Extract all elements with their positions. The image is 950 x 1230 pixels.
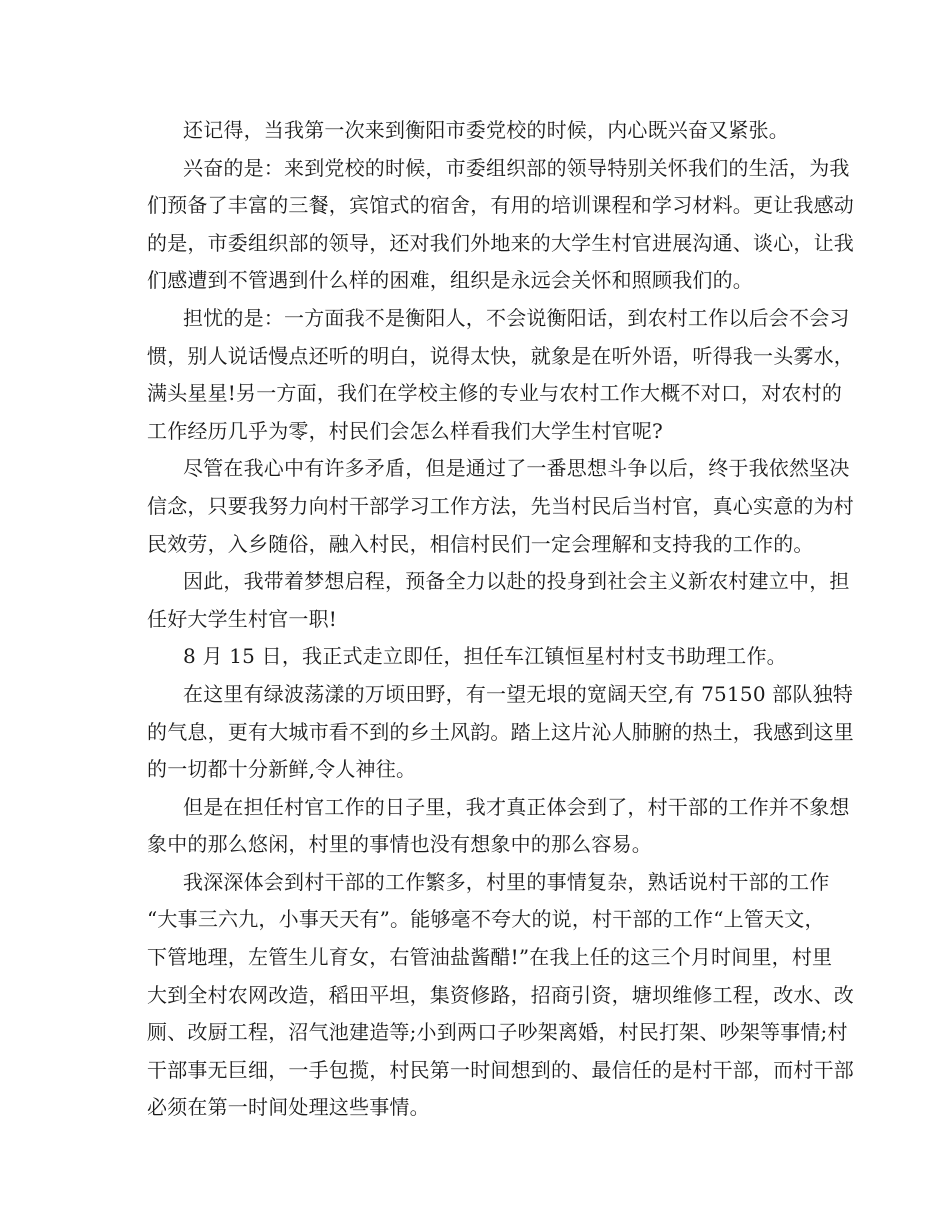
text-line: 但是在担任村官工作的日子里，我才真正体会到了，村干部的工作并不象想 — [183, 794, 850, 819]
text-line: 民效劳，入乡随俗，融入村民，相信村民们一定会理解和支持我的工作的。 — [147, 531, 814, 556]
text-line: 厕、改厨工程，沼气池建造等;小到两口子吵架离婚，村民打架、吵架等事情;村 — [147, 1020, 848, 1045]
text-line: 们感遭到不管遇到什么样的困难，组织是永远会关怀和照顾我们的。 — [147, 268, 753, 293]
text-line: 还记得，当我第一次来到衡阳市委党校的时候，内心既兴奋又紧张。 — [183, 118, 789, 142]
text-line: 们预备了丰富的三餐，宾馆式的宿舍，有用的培训课程和学习材料。更让我感动 — [147, 193, 854, 218]
paragraph — [147, 450, 854, 563]
text-line: 的气息，更有大城市看不到的乡土风韵。踏上这片沁人肺腑的热土，我感到这里 — [147, 719, 854, 744]
text-line: 惯，别人说话慢点还听的明白，说得太快，就象是在听外语，听得我一头雾水， — [147, 343, 854, 368]
paragraph — [147, 563, 850, 638]
text-line: 的一切都十分新鲜,令人神往。 — [147, 757, 417, 782]
text-line: 大到全村农网改造，稻田平坦，集资修路，招商引资，塘坝维修工程，改水、改 — [147, 982, 854, 1007]
paragraph — [147, 789, 850, 864]
paragraph — [147, 112, 803, 150]
text-line: 工作经历几乎为零，村民们会怎么样看我们大学生村官呢? — [147, 418, 663, 443]
text-line: 担忧的是：一方面我不是衡阳人，不会说衡阳话，到农村工作以后会不会习 — [183, 305, 850, 330]
paragraph — [147, 676, 854, 789]
text-line: 象中的那么悠闲，村里的事情也没有想象中的那么容易。 — [147, 832, 652, 857]
text-line: 兴奋的是：来到党校的时候，市委组织部的领导特别关怀我们的生活，为我 — [183, 155, 850, 180]
text-line: 因此，我带着梦想启程，预备全力以赴的投身到社会主义新农村建立中，担 — [183, 569, 850, 594]
text-line: 在这里有绿波荡漾的万顷田野，有一望无垠的宽阔天空,有 75150 部队独特 — [183, 681, 854, 706]
text-line: 的是，市委组织部的领导，还对我们外地来的大学生村官进展沟通、谈心，让我 — [147, 230, 854, 255]
text-line: 尽管在我心中有许多矛盾，但是通过了一番思想斗争以后，终于我依然坚决 — [183, 456, 850, 481]
text-line: 我深深体会到村干部的工作繁多，村里的事情复杂，熟话说村干部的工作 — [183, 869, 830, 894]
text-line: 下管地理，左管生儿育女，右管油盐酱醋!”在我上任的这三个月时间里，村里 — [147, 945, 833, 970]
text-line: 必须在第一时间处理这些事情。 — [147, 1095, 430, 1120]
text-line: 8 月 15 日，我正式走立即任，担任车江镇恒星村村支书助理工作。 — [183, 644, 787, 669]
paragraph — [147, 300, 854, 450]
text-line: 信念，只要我努力向村干部学习工作方法，先当村民后当村官，真心实意的为村 — [147, 493, 854, 518]
paragraph — [147, 150, 854, 300]
text-line: 任好大学生村官一职! — [147, 606, 338, 631]
document-body — [147, 112, 854, 1127]
text-line: 干部事无巨细，一手包揽，村民第一时间想到的、最信任的是村干部，而村干部 — [147, 1057, 854, 1082]
paragraph — [147, 864, 854, 1127]
text-line: “大事三六九，小事天天有”。能够毫不夸大的说，村干部的工作“上管天文， — [147, 907, 825, 932]
text-line: 满头星星!另一方面，我们在学校主修的专业与农村工作大概不对口，对农村的 — [147, 381, 843, 406]
paragraph — [147, 638, 803, 676]
